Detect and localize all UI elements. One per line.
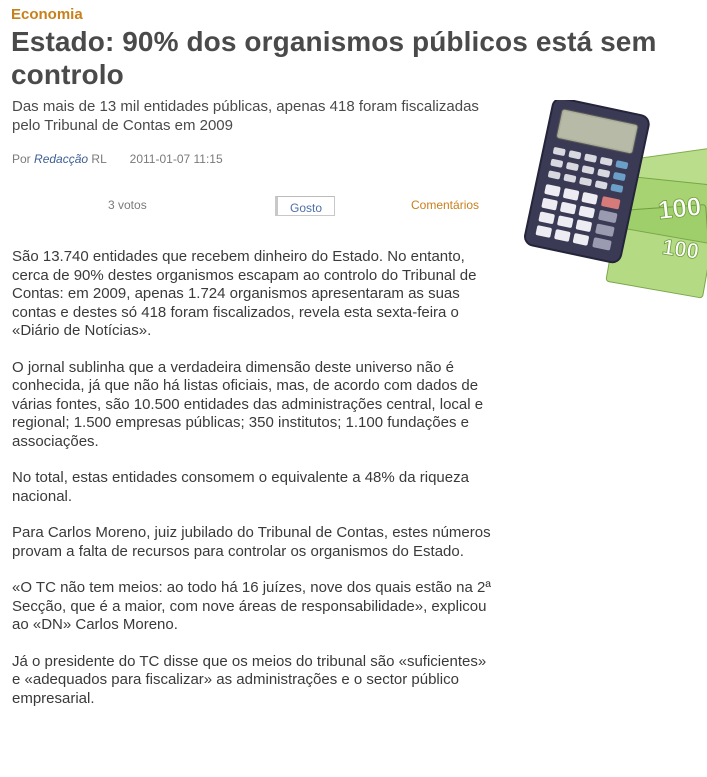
banknote-value: 100 [656,190,703,226]
article-title: Estado: 90% dos organismos públicos está sem controlo [11,26,657,90]
body-paragraph: Para Carlos Moreno, juiz jubilado do Tribunal de Contas, estes números provam a falta de recursos para controlar os organismos do Estado. [12,524,491,560]
vote-count: 3 votos [108,198,147,212]
body-paragraph: Já o presidente do TC disse que os meios do tribunal são «suficientes» e «adequados para fiscalizar» as administrações e o sector público empresarial. [12,652,487,707]
article-subtitle: Das mais de 13 mil entidades públicas, apenas 418 foram fiscalizadas pelo Tribunal de Contas em 2009 [12,98,479,134]
byline [12,152,223,166]
comments-link[interactable]: Comentários [411,198,480,212]
byline-prefix: Por [12,152,31,166]
calculator-money-illustration [520,100,707,300]
body-paragraph: No total, estas entidades consomem o equivalente a 48% da riqueza nacional. [12,469,469,505]
body-paragraph: «O TC não tem meios: ao todo há 16 juízes, nove dos quais estão na 2ª Secção, que é a maior, com nove áreas de responsabilidade», explicou ao «DN» Carlos Moreno. [12,579,491,633]
author-link[interactable]: Redacção [34,152,89,166]
article-body [12,248,492,726]
body-paragraph: São 13.740 entidades que recebem dinheiro do Estado. No entanto, cerca de 90% destes organismos escapam ao controlo do Tribunal de Contas: em 2009, apenas 1.724 organismos apresentaram as suas contas e destes só 418 foram fiscalizados, revela esta sexta-feira o «Diário de Notícias». [12,248,477,339]
banknote-value: 100 [660,234,701,264]
body-paragraph: O jornal sublinha que a verdadeira dimensão deste universo não é conhecida, já que não há listas oficiais, mas, de acordo com dados de várias fontes, são 10.500 entidades das administrações central, local e regional; 1.500 empresas públicas; 350 institutos; 1.100 fundações e associações. [12,358,484,450]
publish-date: 2011-01-07 11:15 [129,152,223,166]
like-button[interactable]: Gosto [275,196,335,216]
section-label[interactable]: Economia [11,6,83,23]
author-initials: RL [91,152,107,166]
